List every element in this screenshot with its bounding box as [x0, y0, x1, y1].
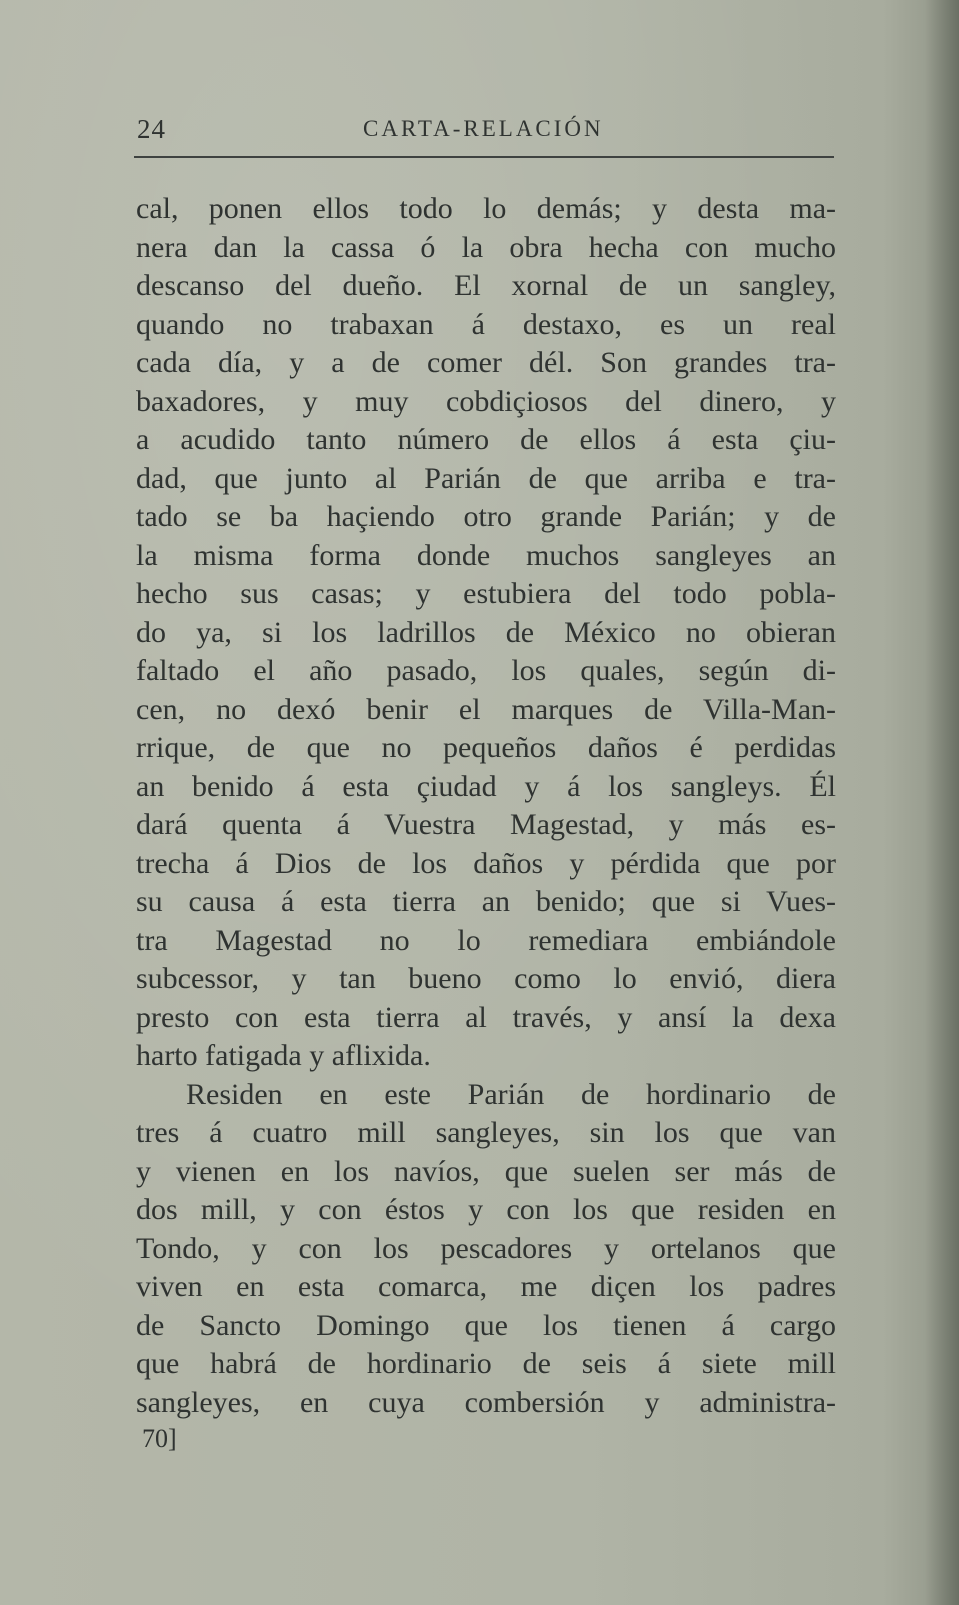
text-line: descanso del dueño. El xornal de un sangley, — [136, 269, 836, 302]
paragraph-end-line: harto fatigada y aflixida. — [136, 1039, 431, 1072]
text-line: hecho sus casas; y estubiera del todo pobla- — [136, 577, 836, 610]
text-line: dad, que junto al Parián de que arriba e tra- — [136, 461, 836, 495]
text-line: nera dan la cassa ó la obra hecha con mucho — [136, 230, 836, 264]
text-line: a acudido tanto número de ellos á esta çiu- — [136, 423, 836, 456]
text-line: de Sancto Domingo que los tienen á cargo — [136, 1308, 836, 1342]
page-header — [137, 108, 837, 148]
text-line: y vienen en los navíos, que suelen ser más de — [136, 1154, 836, 1188]
text-line: sangleyes, en cuya combersión y administra- — [136, 1385, 836, 1419]
running-title: CARTA-RELACIÓN — [363, 116, 604, 141]
text-line: dos mill, y con éstos y con los que residen en — [136, 1193, 836, 1226]
text-line: tado se ba haçiendo otro grande Parián; y de — [136, 500, 836, 533]
text-line: cal, ponen ellos todo lo demás; y desta ma- — [136, 192, 836, 225]
text-line: rrique, de que no pequeños daños é perdidas — [136, 731, 836, 764]
text-line: que habrá de hordinario de seis á siete mill — [136, 1347, 836, 1380]
text-line: presto con esta tierra al través, y ansí la dexa — [136, 1000, 836, 1034]
text-line: cen, no dexó benir el marques de Villa-Man- — [136, 692, 836, 726]
text-line: faltado el año pasado, los quales, según di- — [136, 654, 836, 687]
text-line: tra Magestad no lo remediara embiándole — [136, 923, 836, 957]
text-line: cada día, y a de comer dél. Son grandes tra- — [136, 346, 836, 379]
text-line: baxadores, y muy cobdiçiosos del dinero, y — [136, 384, 836, 418]
signature-mark: 70] — [142, 1424, 177, 1453]
text-line: an benido á esta çiudad y á los sangleys. Él — [136, 769, 836, 803]
text-line: do ya, si los ladrillos de México no obieran — [136, 615, 836, 649]
page-number: 24 — [137, 114, 166, 144]
text-line: quando no trabaxan á destaxo, es un real — [136, 307, 836, 341]
text-line: subcessor, y tan bueno como lo envió, diera — [136, 962, 836, 995]
text-line: dará quenta á Vuestra Magestad, y más es- — [136, 808, 836, 841]
text-line: la misma forma donde muchos sangleyes an — [136, 538, 836, 572]
text-line: trecha á Dios de los daños y pérdida que por — [136, 846, 836, 880]
text-line: viven en esta comarca, me diçen los padres — [136, 1270, 836, 1303]
paragraph-start-line: Residen en este Parián de hordinario de — [186, 1077, 836, 1111]
header-rule — [134, 156, 834, 158]
body-text — [136, 190, 836, 1422]
text-line: Tondo, y con los pescadores y ortelanos que — [136, 1231, 836, 1265]
text-line: tres á cuatro mill sangleyes, sin los que van — [136, 1116, 836, 1149]
text-line: su causa á esta tierra an benido; que si Vues- — [136, 885, 836, 918]
